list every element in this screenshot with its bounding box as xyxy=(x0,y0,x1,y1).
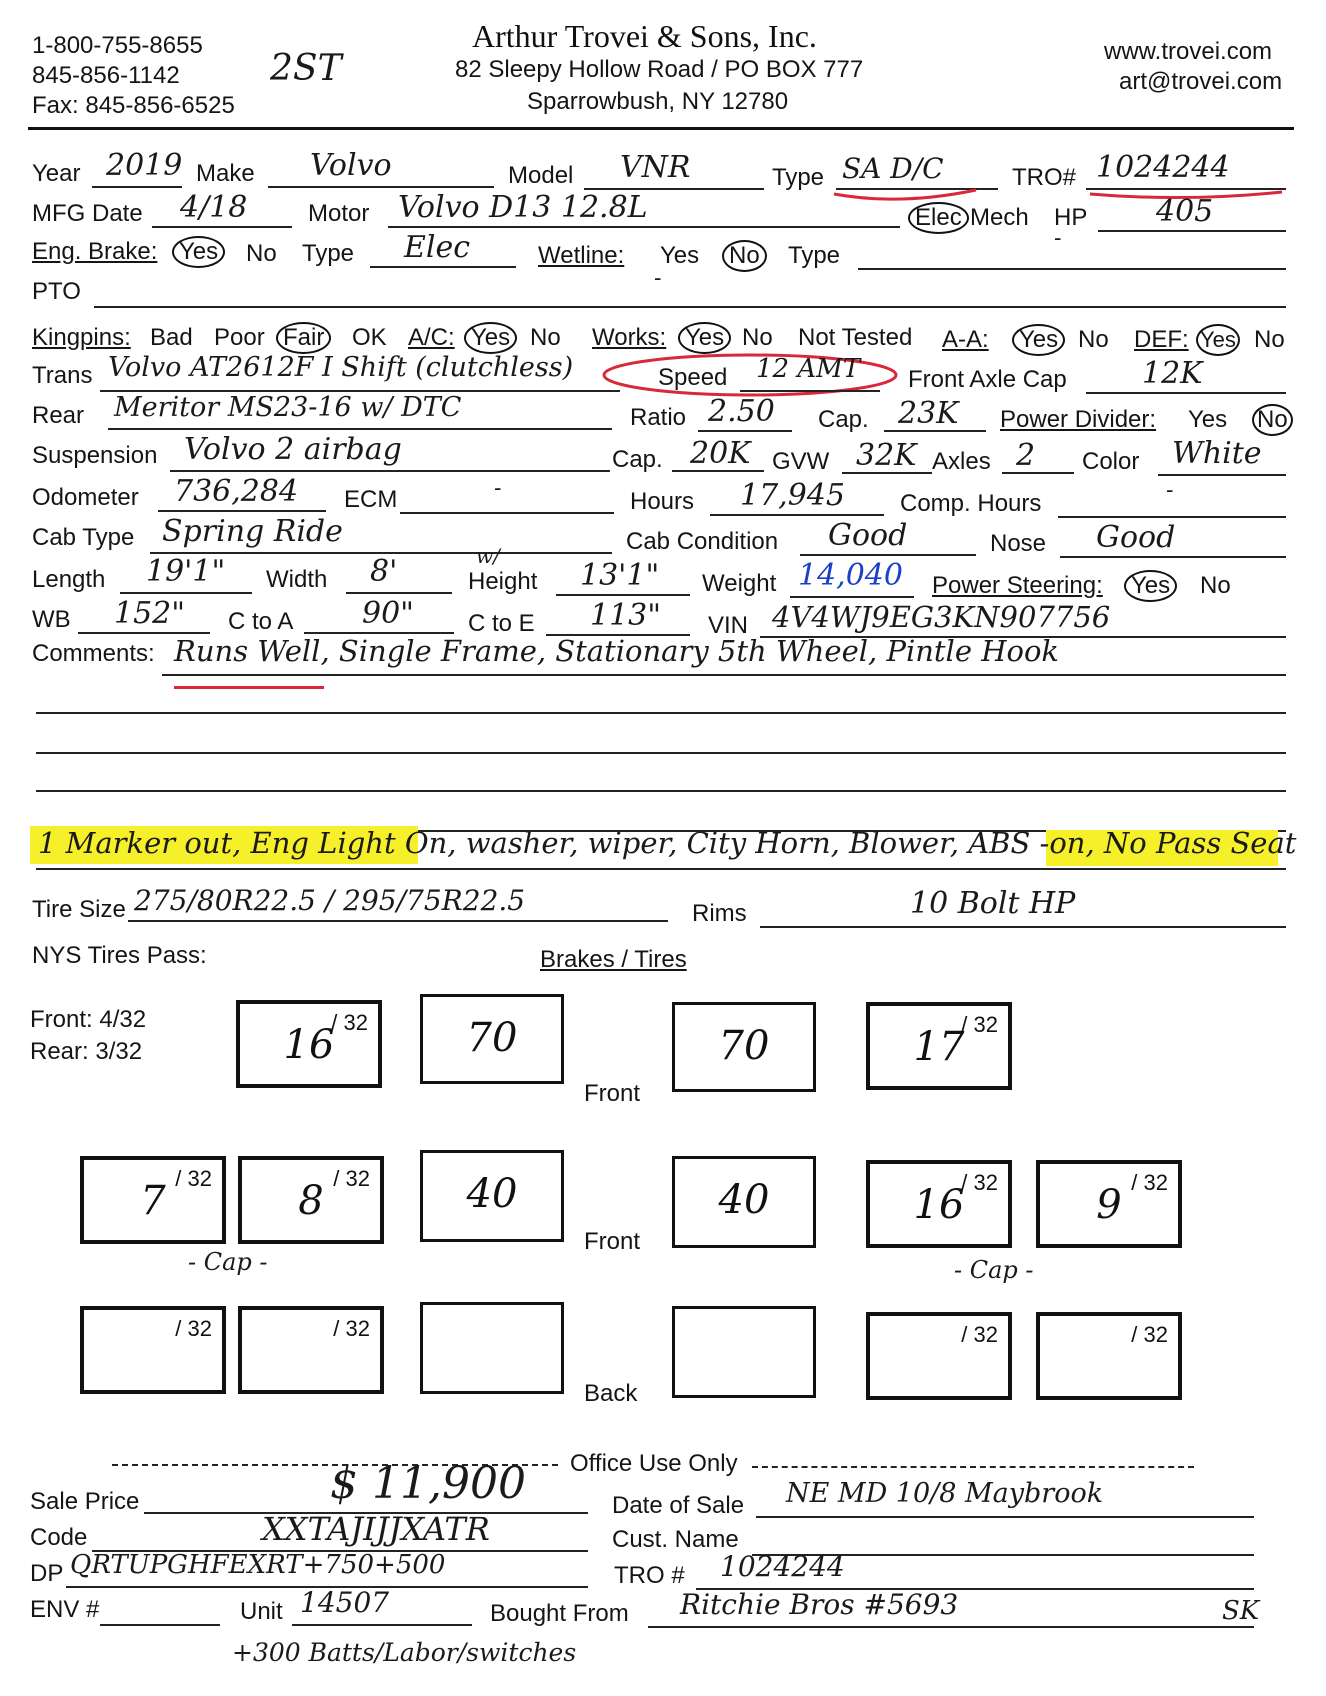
rims-line xyxy=(760,926,1286,928)
brake-box-drive1-left xyxy=(420,1150,564,1242)
hp-line xyxy=(1098,230,1286,232)
c-to-e-value: 113" xyxy=(590,598,662,633)
aa-yes xyxy=(1012,324,1065,356)
model-value: VNR xyxy=(620,150,691,185)
brakes-tires-heading: Brakes / Tires xyxy=(540,946,687,973)
make-line xyxy=(268,186,494,188)
issues-notes: 1 Marker out, Eng Light On, washer, wiper, City Horn, Blower, ABS -on, No Pass Seat xyxy=(38,826,1297,860)
brake-value: 40 xyxy=(466,1171,518,1217)
aa-yes-circle: Yes xyxy=(1012,324,1065,356)
def-no: No xyxy=(1254,326,1285,353)
comp-hours-label: Comp. Hours xyxy=(900,490,1042,517)
ac-label: A/C: xyxy=(408,324,455,351)
odometer-label: Odometer xyxy=(32,484,139,511)
susp-cap-line xyxy=(672,470,764,472)
rear-cap-line xyxy=(884,430,986,432)
axle-label-front-1: Front xyxy=(584,1080,641,1107)
hp-label: HP xyxy=(1054,204,1088,231)
kingpins-fair xyxy=(276,322,331,354)
comments-label: Comments: xyxy=(32,640,155,667)
wetline-label: Wetline: xyxy=(538,242,625,269)
front-tread-min: Front: 4/32 xyxy=(30,1006,147,1033)
def-label: DEF: xyxy=(1134,326,1189,353)
weight-label: Weight xyxy=(702,570,777,597)
rear-cap-label: Cap. xyxy=(818,406,869,433)
aa-no: No xyxy=(1078,326,1109,353)
cust-name-label: Cust. Name xyxy=(612,1526,739,1553)
gvw-value: 32K xyxy=(856,438,917,473)
suspension-line xyxy=(170,470,610,472)
header-rule xyxy=(28,127,1294,130)
eng-brake-type-label: Type xyxy=(302,240,355,267)
brake-box-drive2-left xyxy=(420,1302,564,1394)
fax-number: Fax: 845-856-6525 xyxy=(32,92,235,119)
power-steering-no: No xyxy=(1200,572,1231,599)
works-yes-circle: Yes xyxy=(678,322,731,354)
cab-condition-line xyxy=(800,554,976,556)
ecm-value: - xyxy=(494,476,502,501)
mfg-date-line xyxy=(152,226,292,228)
wb-value: 152" xyxy=(114,596,186,631)
length-value: 19'1" xyxy=(146,554,226,589)
power-divider-no xyxy=(1252,404,1293,436)
brake-box-front-right xyxy=(672,1002,816,1092)
brake-value: 70 xyxy=(466,1015,518,1061)
company-name: Arthur Trovei & Sons, Inc. xyxy=(472,18,817,54)
tire-size-label: Tire Size xyxy=(32,896,126,923)
wetline-yes: Yes xyxy=(660,242,700,269)
wetline-no xyxy=(722,240,767,272)
type-red-underline xyxy=(830,180,980,204)
code-label: Code xyxy=(30,1524,88,1551)
wetline-type-value: - xyxy=(1054,226,1062,251)
power-divider-label: Power Divider: xyxy=(1000,406,1157,433)
mech-option: Mech xyxy=(970,204,1029,231)
tire-box-drive2-outer-left xyxy=(80,1306,226,1394)
width-line xyxy=(346,592,452,594)
odometer-value: 736,284 xyxy=(174,474,299,509)
cab-condition-value: Good xyxy=(828,518,908,553)
axles-value: 2 xyxy=(1016,438,1036,473)
length-line xyxy=(120,592,252,594)
cab-condition-label: Cab Condition xyxy=(626,528,779,555)
width-value: 8' xyxy=(370,554,398,589)
kingpins-bad: Bad xyxy=(150,324,193,351)
hp-value: 405 xyxy=(1156,194,1214,229)
tire-tread-value: 17 xyxy=(913,1024,965,1070)
phone-toll-free: 1-800-755-8655 xyxy=(32,32,203,59)
c-to-e-label: C to E xyxy=(468,610,535,637)
works-label: Works: xyxy=(592,324,667,351)
front-axle-cap-label: Front Axle Cap xyxy=(908,366,1067,393)
tire-fraction: / 32 xyxy=(333,1166,370,1191)
eng-brake-type-line xyxy=(370,266,516,268)
bought-from-line xyxy=(648,1626,1254,1628)
make-value: Volvo xyxy=(310,148,392,183)
width-label: Width xyxy=(266,566,328,593)
tire-box-drive1-inner-left xyxy=(238,1156,384,1244)
tire-tread-value: 9 xyxy=(1096,1182,1122,1228)
env-label: ENV # xyxy=(30,1596,100,1623)
comments-line-1 xyxy=(162,674,1286,676)
motor-value: Volvo D13 12.8L xyxy=(398,190,648,225)
eng-brake-yes-circle: Yes xyxy=(172,236,225,268)
sale-price-label: Sale Price xyxy=(30,1488,140,1515)
brake-box-drive2-right xyxy=(672,1306,816,1398)
company-website: www.trovei.com xyxy=(1104,38,1273,65)
elec-circle: Elec xyxy=(908,202,969,234)
env-line xyxy=(100,1624,220,1626)
tire-tread-value: 8 xyxy=(298,1178,324,1224)
works-not-tested: Not Tested xyxy=(798,324,913,351)
height-note: w/ xyxy=(476,544,500,568)
motor-line xyxy=(388,226,900,228)
year-label: Year xyxy=(32,160,81,187)
kingpins-fair-circle: Fair xyxy=(276,322,331,354)
tro-number-value: 1024244 xyxy=(720,1550,845,1583)
axle-label-back: Back xyxy=(584,1380,638,1407)
odometer-line xyxy=(158,510,326,512)
axles-label: Axles xyxy=(932,448,991,475)
vin-label: VIN xyxy=(708,612,749,639)
aa-label: A-A: xyxy=(942,326,989,353)
company-address-line1: 82 Sleepy Hollow Road / PO BOX 777 xyxy=(455,56,864,83)
wetline-type-label: Type xyxy=(788,242,841,269)
speed-label: Speed xyxy=(658,364,728,391)
unit-line xyxy=(292,1624,472,1626)
tire-box-drive2-inner-left xyxy=(238,1306,384,1394)
tire-box-drive1-inner-right xyxy=(866,1160,1012,1248)
power-divider-yes: Yes xyxy=(1188,406,1228,433)
code-value: XXTAJIJJXATR xyxy=(262,1510,490,1548)
year-line xyxy=(92,186,182,188)
wetline-no-circle: No xyxy=(722,240,767,272)
tire-tread-value: 16 xyxy=(283,1022,335,1068)
office-use-heading: Office Use Only xyxy=(570,1450,738,1477)
nose-value: Good xyxy=(1096,520,1176,555)
speed-line xyxy=(740,390,880,392)
tire-tread-value: 16 xyxy=(913,1182,965,1228)
kingpins-poor: Poor xyxy=(214,324,265,351)
make-label: Make xyxy=(196,160,255,187)
tire-fraction: / 32 xyxy=(1131,1170,1168,1195)
hours-label: Hours xyxy=(630,488,695,515)
mfg-date-value: 4/18 xyxy=(180,190,248,225)
unit-value: 14507 xyxy=(300,1586,390,1619)
rims-value: 10 Bolt HP xyxy=(910,886,1076,921)
issues-line xyxy=(36,868,1286,870)
extra-note: +300 Batts/Labor/switches xyxy=(232,1638,577,1667)
brake-value: 40 xyxy=(718,1177,770,1223)
brake-box-front-left xyxy=(420,994,564,1084)
ratio-value: 2.50 xyxy=(708,394,775,429)
front-axle-cap-value: 12K xyxy=(1142,356,1203,391)
power-divider-no-circle: No xyxy=(1252,404,1293,436)
power-steering-yes-circle: Yes xyxy=(1124,570,1177,602)
ac-no: No xyxy=(530,324,561,351)
rims-label: Rims xyxy=(692,900,747,927)
cap-note-right: - Cap - xyxy=(954,1256,1034,1284)
office-divider-right xyxy=(752,1466,1194,1468)
height-label: Height xyxy=(468,568,538,595)
elec-option xyxy=(908,202,969,234)
tire-tread-value: 7 xyxy=(140,1178,166,1224)
rear-label: Rear xyxy=(32,402,85,429)
color-line xyxy=(1158,474,1286,476)
date-of-sale-value: NE MD 10/8 Maybrook xyxy=(786,1478,1104,1509)
trans-label: Trans xyxy=(32,362,93,389)
gvw-line xyxy=(842,472,932,474)
tire-fraction: / 32 xyxy=(331,1010,368,1035)
tire-box-drive2-inner-right xyxy=(866,1312,1012,1400)
tire-size-value: 275/80R22.5 / 295/75R22.5 xyxy=(134,884,526,917)
susp-cap-label: Cap. xyxy=(612,446,663,473)
color-label: Color xyxy=(1082,448,1140,475)
axles-line xyxy=(1002,472,1074,474)
weight-value: 14,040 xyxy=(798,558,903,593)
ac-yes xyxy=(464,322,517,354)
c-to-a-label: C to A xyxy=(228,608,294,635)
suspension-label: Suspension xyxy=(32,442,158,469)
tire-box-drive1-outer-left xyxy=(80,1156,226,1244)
eng-brake-label: Eng. Brake: xyxy=(32,238,158,265)
tire-box-front-right xyxy=(866,1002,1012,1090)
ratio-line xyxy=(698,430,792,432)
brake-value: 70 xyxy=(718,1023,770,1069)
nose-label: Nose xyxy=(990,530,1047,557)
hours-line xyxy=(710,514,884,516)
tire-size-line xyxy=(128,920,668,922)
power-steering-yes xyxy=(1124,570,1177,602)
brake-box-drive1-right xyxy=(672,1156,816,1248)
tire-fraction: / 32 xyxy=(333,1316,370,1341)
year-value: 2019 xyxy=(106,148,183,183)
rear-tread-min: Rear: 3/32 xyxy=(30,1038,143,1065)
cab-type-label: Cab Type xyxy=(32,524,135,551)
rear-line xyxy=(108,428,612,430)
model-label: Model xyxy=(508,162,574,189)
rear-value: Meritor MS23-16 w/ DTC xyxy=(114,392,462,423)
comments-value: Runs Well, Single Frame, Stationary 5th Wheel, Pintle Hook xyxy=(174,634,1059,668)
cap-note-left: - Cap - xyxy=(188,1248,268,1276)
front-axle-cap-line xyxy=(1086,392,1286,394)
pto-label: PTO xyxy=(32,278,81,305)
wetline-type-line xyxy=(858,268,1286,270)
height-line xyxy=(556,594,690,596)
c-to-a-value: 90" xyxy=(362,596,414,631)
kingpins-label: Kingpins: xyxy=(32,324,131,351)
initials: SK xyxy=(1222,1596,1260,1626)
works-no: No xyxy=(742,324,773,351)
eng-brake-no: No xyxy=(246,240,277,267)
tire-fraction: / 32 xyxy=(961,1170,998,1195)
speed-value: 12 AMT xyxy=(756,354,861,384)
weight-line xyxy=(790,596,914,598)
comments-line-2 xyxy=(36,712,1286,714)
color-value: White xyxy=(1172,436,1262,471)
ecm-label: ECM xyxy=(344,486,398,513)
type-value: SA D/C xyxy=(842,152,944,185)
suspension-value: Volvo 2 airbag xyxy=(184,432,402,467)
dp-value: QRTUPGHFEXRT+750+500 xyxy=(70,1550,446,1580)
motor-label: Motor xyxy=(308,200,370,227)
date-of-sale-label: Date of Sale xyxy=(612,1492,745,1519)
unit-label: Unit xyxy=(240,1598,283,1625)
gvw-label: GVW xyxy=(772,448,830,475)
vin-value: 4V4WJ9EG3KN907756 xyxy=(772,600,1111,634)
wb-label: WB xyxy=(32,606,71,633)
mfg-date-label: MFG Date xyxy=(32,200,143,227)
axle-label-front-2: Front xyxy=(584,1228,641,1255)
bought-from-value: Ritchie Bros #5693 xyxy=(680,1588,959,1621)
def-yes xyxy=(1196,324,1240,356)
eng-brake-type-value: Elec xyxy=(404,230,471,265)
susp-cap-value: 20K xyxy=(690,436,751,471)
trans-value: Volvo AT2612F I Shift (clutchless) xyxy=(108,352,574,383)
pto-value: - xyxy=(654,266,662,291)
eng-brake-yes xyxy=(172,236,225,268)
height-value: 13'1" xyxy=(580,558,660,593)
nys-tires-label: NYS Tires Pass: xyxy=(32,942,207,969)
comments-red-underline xyxy=(174,686,324,689)
power-steering-label: Power Steering: xyxy=(932,572,1103,599)
comp-hours-line xyxy=(1058,516,1286,518)
ecm-line xyxy=(400,512,614,514)
tire-fraction: / 32 xyxy=(961,1012,998,1037)
comp-hours-value: - xyxy=(1166,478,1174,503)
kingpins-ok: OK xyxy=(352,324,387,351)
handwritten-note-2st: 2ST xyxy=(270,48,342,89)
ac-yes-circle: Yes xyxy=(464,322,517,354)
tire-fraction: / 32 xyxy=(1131,1322,1168,1347)
company-email: art@trovei.com xyxy=(1119,68,1283,95)
date-of-sale-line xyxy=(756,1516,1254,1518)
ratio-label: Ratio xyxy=(630,404,687,431)
length-label: Length xyxy=(32,566,106,593)
rear-cap-value: 23K xyxy=(898,396,959,431)
hours-value: 17,945 xyxy=(740,478,845,513)
company-address-line2: Sparrowbush, NY 12780 xyxy=(527,88,789,115)
tire-box-drive2-outer-right xyxy=(1036,1312,1182,1400)
type-label: Type xyxy=(772,164,825,191)
tire-fraction: / 32 xyxy=(175,1316,212,1341)
nose-line xyxy=(1060,556,1286,558)
tro-number-label: TRO # xyxy=(614,1562,685,1589)
phone-local: 845-856-1142 xyxy=(32,62,180,89)
sale-price-value: $ 11,900 xyxy=(330,1458,526,1509)
tire-fraction: / 32 xyxy=(175,1166,212,1191)
comments-line-4 xyxy=(36,790,1286,792)
tire-box-drive1-outer-right xyxy=(1036,1160,1182,1248)
dp-label: DP xyxy=(30,1560,64,1587)
bought-from-label: Bought From xyxy=(490,1600,629,1627)
tro-value: 1024244 xyxy=(1096,150,1230,185)
pto-line xyxy=(94,306,1286,308)
tire-fraction: / 32 xyxy=(961,1322,998,1347)
cab-type-value: Spring Ride xyxy=(162,514,343,549)
tro-label: TRO# xyxy=(1012,164,1077,191)
def-yes-circle: Yes xyxy=(1196,324,1240,356)
tire-box-front-left xyxy=(236,1000,382,1088)
comments-line-3 xyxy=(36,752,1286,754)
